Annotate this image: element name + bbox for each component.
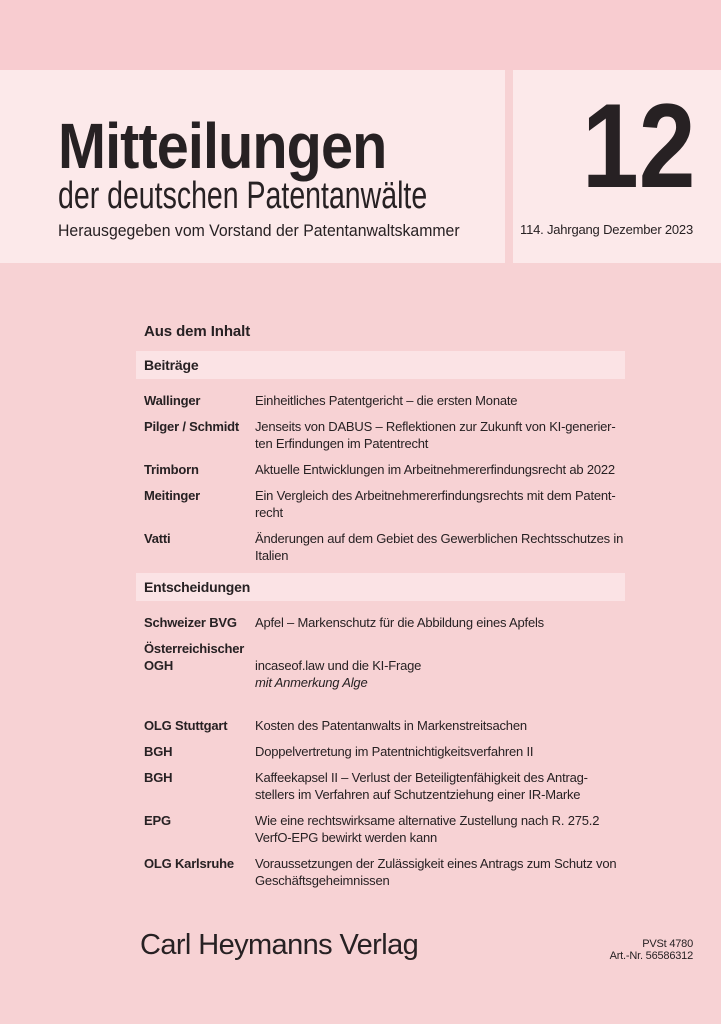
toc-title: Wie eine rechtswirksame alternative Zustellung nach R. 275.2 VerfO-EPG bewirkt werden kann [255,813,600,845]
toc-row [144,461,625,478]
toc-row [144,530,625,564]
toc-row [144,487,625,521]
toc-title: Kosten des Patentanwalts in Markenstreitsachen [255,718,527,733]
toc-row [144,769,625,803]
publisher-line: Herausgegeben vom Vorstand der Patentanwaltskammer [58,221,460,240]
toc-source: Trimborn [144,462,199,477]
toc-rows-entscheidungen [136,614,625,889]
toc-row [144,640,625,708]
toc-source: Vatti [144,531,171,546]
toc-row [144,743,625,760]
toc-row [144,717,625,734]
toc-source: Österreichischer OGH [144,641,245,673]
issue-meta [520,222,693,237]
issue-date: Dezember 2023 [603,222,693,237]
section-bar-entscheidungen: Entscheidungen [136,573,625,601]
toc-source: Schweizer BVG [144,615,237,630]
toc-source: Meitinger [144,488,200,503]
toc-title-text: incaseof.law und die KI-Frage [255,658,422,673]
toc-title: Kaffeekapsel II – Verlust der Beteiligtenfähigkeit des Antrag- stellers im Verfahren auf Schutzentziehung einer IR-Marke [255,770,588,802]
toc-rows-beitraege [136,392,625,564]
toc-source: Pilger / Schmidt [144,419,240,434]
toc-title: Ein Vergleich des Arbeitnehmererfindungsrechts mit dem Patent- recht [255,488,616,520]
issue-panel [513,70,721,263]
publisher-name: Carl Heymanns Verlag [140,929,419,961]
postal-and-article-number: PVSt 4780 Art.-Nr. 56586312 [609,938,693,962]
toc-row [144,392,625,409]
toc-title: Aktuelle Entwicklungen im Arbeitnehmererfindungsrecht ab 2022 [255,462,615,477]
toc-title: Jenseits von DABUS – Reflektionen zur Zukunft von KI-generier- ten Erfindungen im Patentrecht [255,419,616,451]
toc-source: BGH [144,770,173,785]
volume-label: 114. Jahrgang [520,222,600,237]
toc-source: Wallinger [144,393,201,408]
top-color-band [0,0,721,70]
toc-title: Doppelvertretung im Patentnichtigkeitsverfahren II [255,744,534,759]
issue-number: 12 [581,79,695,213]
table-of-contents [136,324,625,898]
section-bar-beitraege: Beiträge [136,351,625,379]
toc-title: Apfel – Markenschutz für die Abbildung eines Apfels [255,615,544,630]
toc-row [144,614,625,631]
toc-title: Voraussetzungen der Zulässigkeit eines Antrags zum Schutz von Geschäftsgeheimnissen [255,856,617,888]
contents-heading: Aus dem Inhalt [144,323,251,340]
journal-subtitle: der deutschen Patentanwälte [58,175,428,217]
masthead-panel [0,70,505,263]
journal-title: Mitteilungen [58,110,387,182]
toc-title: Einheitliches Patentgericht – die ersten Monate [255,393,518,408]
toc-row [144,418,625,452]
toc-row [144,855,625,889]
toc-row [144,812,625,846]
toc-title [255,640,655,708]
toc-source: OLG Karlsruhe [144,856,234,871]
toc-source: EPG [144,813,171,828]
toc-annotation: mit Anmerkung Alge [255,675,368,690]
toc-source: OLG Stuttgart [144,718,228,733]
toc-title: Änderungen auf dem Gebiet des Gewerblichen Rechtsschutzes in Italien [255,531,624,563]
toc-source: BGH [144,744,173,759]
